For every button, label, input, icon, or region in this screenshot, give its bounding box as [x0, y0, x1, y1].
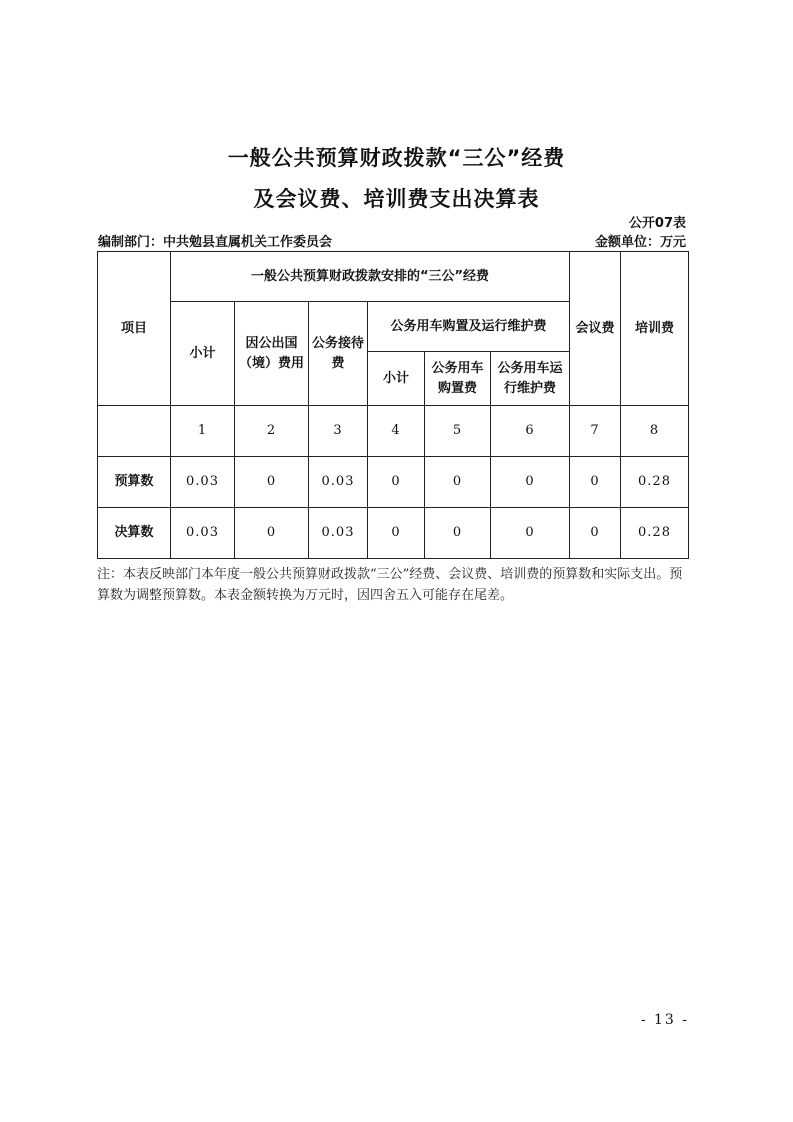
- header-reception: 公务接待费: [309, 302, 368, 406]
- header-meeting: 会议费: [570, 252, 621, 406]
- cell-value: 0: [491, 508, 570, 559]
- col-number: 4: [368, 406, 425, 457]
- col-number: 8: [621, 406, 689, 457]
- title-line-2: 及会议费、培训费支出决算表: [253, 187, 540, 211]
- department-label: 编制部门：中共勉县直属机关工作委员会: [98, 235, 333, 250]
- page-number: - 13 -: [640, 1012, 689, 1028]
- header-vehicle-group: 公务用车购置及运行维护费: [368, 302, 570, 352]
- cell-value: 0.03: [309, 457, 368, 508]
- cell-value: 0: [425, 457, 491, 508]
- row-label: 决算数: [98, 508, 171, 559]
- cell-value: 0: [368, 508, 425, 559]
- header-sangong-group: 一般公共预算财政拨款安排的“三公”经费: [171, 252, 570, 302]
- col-number: 5: [425, 406, 491, 457]
- header-subtotal: 小计: [171, 302, 235, 406]
- col-number: 1: [171, 406, 235, 457]
- header-item: 项目: [98, 252, 171, 406]
- cell-value: 0: [235, 457, 309, 508]
- col-number: 6: [491, 406, 570, 457]
- cell-value: 0.03: [309, 508, 368, 559]
- cell-value: 0.28: [621, 508, 689, 559]
- cell-value: 0: [425, 508, 491, 559]
- column-number-row: [98, 406, 689, 457]
- expense-table: [97, 251, 689, 559]
- header-vehicle-operation: 公务用车运行维护费: [491, 352, 570, 406]
- col-number: 3: [309, 406, 368, 457]
- col-number: 7: [570, 406, 621, 457]
- header-training: 培训费: [621, 252, 689, 406]
- col-number: 2: [235, 406, 309, 457]
- cell-value: 0.03: [171, 457, 235, 508]
- header-vehicle-purchase: 公务用车购置费: [425, 352, 491, 406]
- table-row-actual: [98, 508, 689, 559]
- header-overseas: 因公出国（境）费用: [235, 302, 309, 406]
- cell-value: 0: [570, 508, 621, 559]
- col-number-blank: [98, 406, 171, 457]
- cell-value: 0: [491, 457, 570, 508]
- cell-value: 0.28: [621, 457, 689, 508]
- cell-value: 0: [235, 508, 309, 559]
- unit-label: 金额单位：万元: [594, 235, 686, 250]
- header-vehicle-subtotal: 小计: [368, 352, 425, 406]
- table-row-budget: [98, 457, 689, 508]
- cell-value: 0: [570, 457, 621, 508]
- cell-value: 0.03: [171, 508, 235, 559]
- table-note: 注：本表反映部门本年度一般公共预算财政拨款“三公”经费、会议费、培训费的预算数和实际支出。预算数为调整预算数。本表金额转换为万元时，因四舍五入可能存在尾差。: [97, 567, 683, 603]
- form-code: 公开07表: [628, 216, 686, 231]
- cell-value: 0: [368, 457, 425, 508]
- title-line-1: 一般公共预算财政拨款“三公”经费: [227, 146, 566, 170]
- row-label: 预算数: [98, 457, 171, 508]
